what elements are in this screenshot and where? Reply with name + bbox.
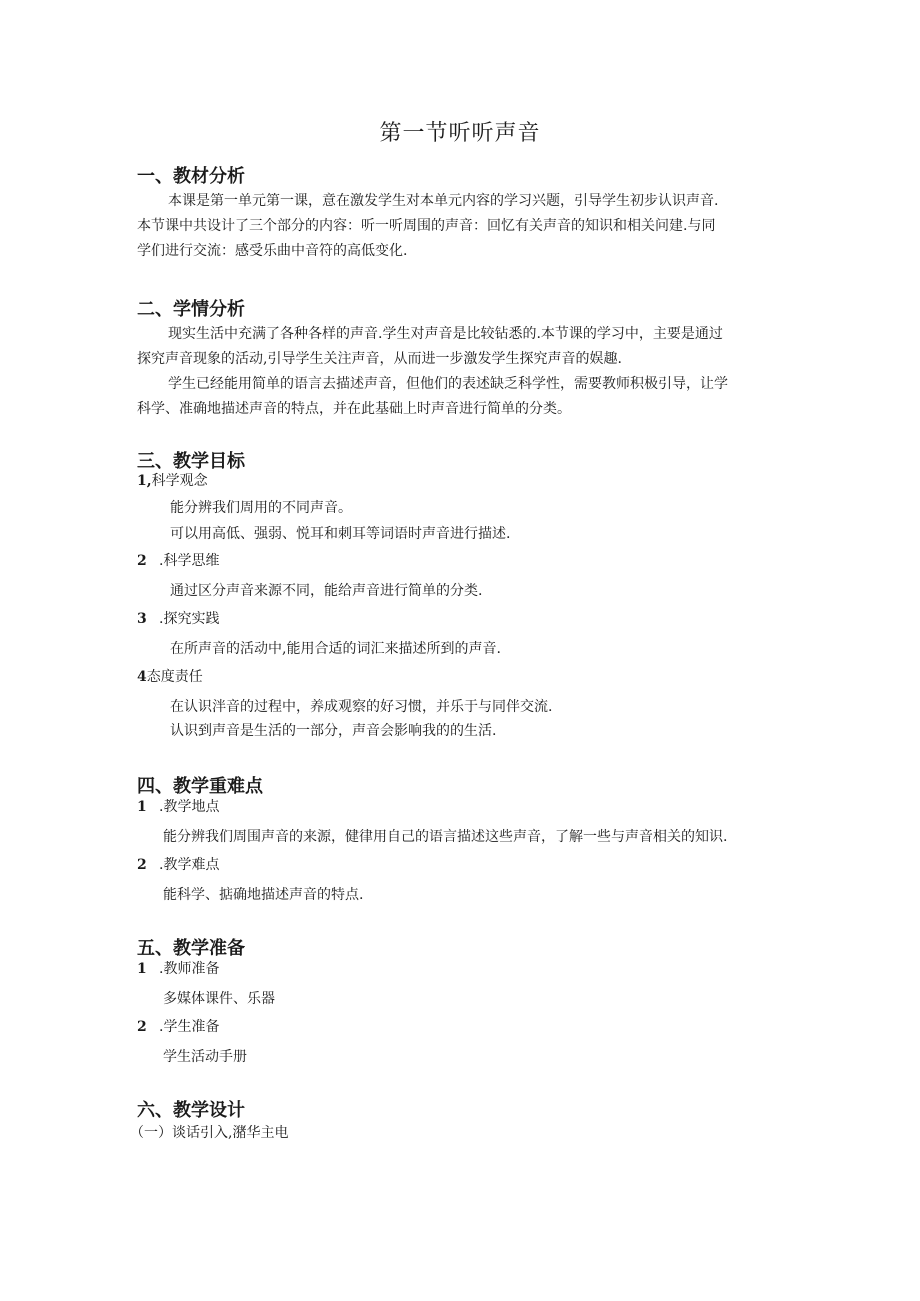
subsection-label: 1 .教学地点 [137, 799, 220, 815]
section-heading-2: 二、学情分析 [137, 299, 245, 320]
paragraph-line: 学生已经能用简单的语言去描述声音，但他们的表述缺乏科学性，需要教师积极引导，让学 [168, 376, 728, 392]
subsection-label: （一）谈话引入,潴华主电 [130, 1125, 289, 1141]
section-heading-4: 四、教学重难点 [137, 776, 263, 797]
paragraph-line: 可以用高低、强弱、悦耳和刺耳等词语时声音进行描述. [170, 526, 511, 542]
paragraph-line: 科学、准确地描述声音的特点，并在此基础上时声音进行简单的分类。 [137, 401, 571, 417]
paragraph-line: 本节课中共设计了三个部分的内容：听一听周围的声音：回忆有关声音的知识和相关问建.与同 [137, 218, 716, 234]
subsection-label: 3 .探究实践 [137, 611, 220, 627]
paragraph-line: 通过区分声音来源不同，能给声音进行简单的分类. [170, 583, 483, 599]
section-heading-5: 五、教学准备 [137, 938, 245, 959]
paragraph-line: 能分辨我们周用的不同声音。 [170, 500, 352, 516]
subsection-label: 4态度责任 [137, 669, 203, 685]
page-title: 第一节听听声音 [379, 121, 541, 146]
paragraph-line: 本课是第一单元第一课，意在激发学生对本单元内容的学习兴题，引导学生初步认识声音. [168, 193, 719, 209]
subsection-label: 1,科学观念 [137, 473, 208, 489]
subsection-label: 1 .教师准备 [137, 961, 220, 977]
paragraph-line: 能分辨我们周围声音的来源，健律用自己的语言描述这些声音，了解一些与声音相关的知识. [163, 829, 728, 845]
subsection-label: 2 .科学思维 [137, 553, 220, 569]
paragraph-line: 探究声音现象的活动,引导学生关注声音，从而进一步激发学生探究声音的娱趣. [137, 351, 622, 367]
subsection-label: 2 .教学难点 [137, 857, 220, 873]
paragraph-line: 认识到声音是生活的一部分，声音会影响我的的生活. [170, 723, 497, 739]
subsection-label: 2 .学生准备 [137, 1019, 220, 1035]
paragraph-line: 在认识泮音的过程中，养成观察的好习惯，并乐于与同伴交流. [170, 699, 553, 715]
paragraph-line: 学生活动手册 [163, 1049, 247, 1065]
paragraph-line: 现实生活中充满了各种各样的声音.学生对声音是比较钻悉的.本节课的学习中，主要是通过 [168, 326, 723, 342]
section-heading-6: 六、教学设计 [137, 1100, 245, 1121]
paragraph-line: 多媒体课件、乐器 [163, 991, 275, 1007]
paragraph-line: 能科学、掂确地描述声音的特点. [163, 887, 364, 903]
section-heading-1: 一、教材分析 [137, 166, 245, 187]
section-heading-3: 三、教学目标 [137, 451, 245, 472]
paragraph-line: 学们进行交流：感受乐曲中音符的高低变化. [137, 243, 408, 259]
paragraph-line: 在所声音的活动中,能用合适的词汇来描述所到的声音. [170, 641, 501, 657]
